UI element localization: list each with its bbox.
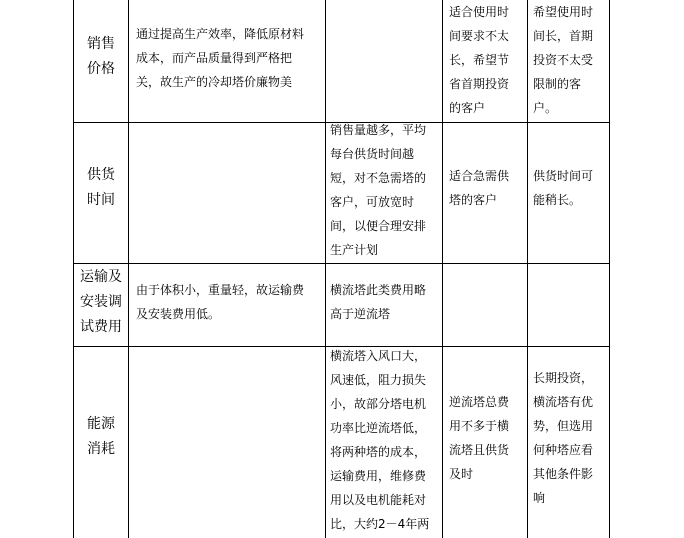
cell-price-col4: 希望使用时 间长，首期 投资不太受 限制的客 户。 [533, 5, 594, 115]
cell-delivery-col3: 适合急需供 塔的客户 [449, 169, 510, 207]
row-label-energy: 能源 消耗 [87, 416, 115, 457]
cell-delivery-col4: 供货时间可 能稍长。 [533, 169, 594, 207]
table-divider [442, 0, 443, 538]
row-label-delivery: 供货 时间 [87, 167, 115, 208]
table-divider [128, 0, 129, 538]
cell-energy-col4: 长期投资， 横流塔有优 势，但选用 何种塔应看 其他条件影 响 [533, 371, 594, 505]
cell-price-col3: 适合使用时 间要求不太 长，希望节 省首期投资 的客户 [449, 5, 510, 115]
row-divider [73, 263, 610, 264]
table-divider [325, 0, 326, 538]
cell-transport-col1: 由于体积小，重量轻，故运输费 及安装费用低。 [136, 283, 305, 321]
cell-energy-col2: 横流塔入风口大， 风速低，阻力损失 小，故部分塔电机 功率比逆流塔低， 将两种塔的成本， 运输费用，维修费 用以及电机能耗对 比，大约2－4年两 [330, 349, 430, 531]
cell-delivery-col2: 销售量越多，平均 每台供货时间越 短，对不急需塔的 客户，可放宽时 间，以便合理安排 生产计划 [330, 123, 427, 257]
cell-energy-col3: 逆流塔总费 用不多于横 流塔且供货 及时 [449, 395, 510, 481]
cell-transport-col2: 横流塔此类费用略 高于逆流塔 [330, 283, 427, 321]
cell-price-col1: 通过提高生产效率，降低原材料 成本，而产品质量得到严格把 关，故生产的冷却塔价廉物美 [136, 27, 305, 89]
row-label-transport: 运输及 安装调 试费用 [80, 269, 122, 335]
table-border-right [609, 0, 610, 538]
row-label-price: 销售 价格 [87, 36, 115, 77]
table-divider [527, 0, 528, 538]
